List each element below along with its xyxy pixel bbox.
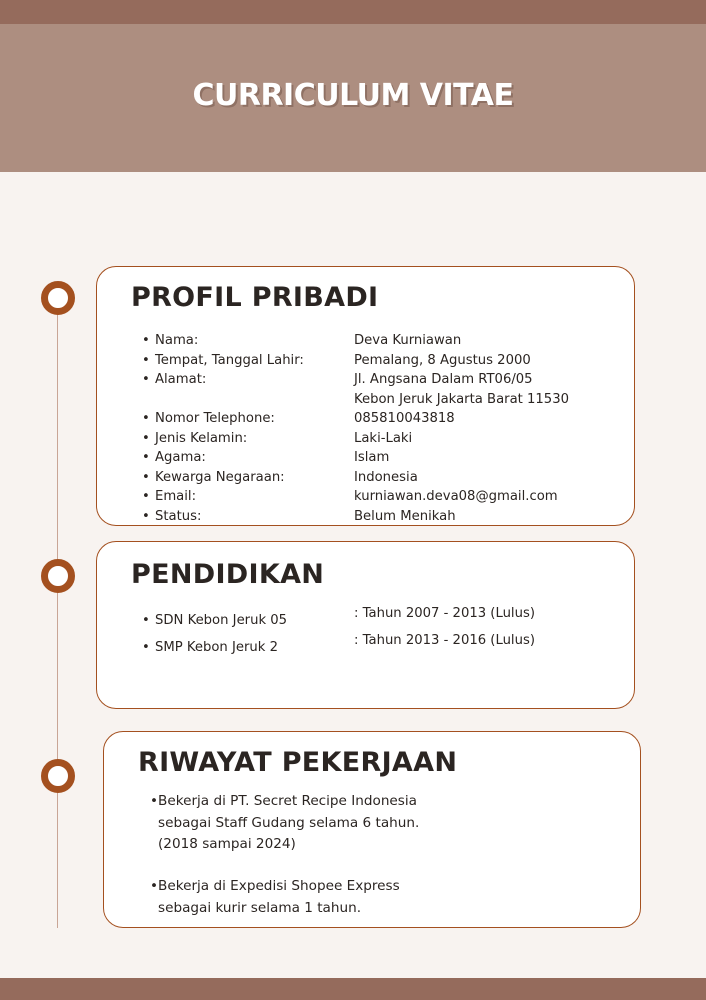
education-card <box>96 541 635 709</box>
field-label: • Agama: <box>142 448 354 468</box>
school-name: • SDN Kebon Jeruk 05 <box>142 613 287 628</box>
timeline-line <box>57 298 58 928</box>
work-line: • Bekerja di PT. Secret Recipe Indonesia <box>150 791 419 813</box>
school-years: : Tahun 2007 - 2013 (Lulus) <box>354 606 535 621</box>
field-row <box>142 448 569 468</box>
field-row <box>142 409 569 429</box>
field-value: kurniawan.deva08@gmail.com <box>354 489 558 504</box>
school-years: : Tahun 2013 - 2016 (Lulus) <box>354 633 535 648</box>
field-row <box>142 507 569 527</box>
bottom-strip <box>0 978 706 1000</box>
work-item <box>150 791 419 856</box>
field-value: Jl. Angsana Dalam RT06/05 <box>354 372 533 387</box>
field-value: Laki-Laki <box>354 430 413 446</box>
field-value: Kebon Jeruk Jakarta Barat 11530 <box>354 391 569 407</box>
field-label: • Status: <box>142 507 354 527</box>
work-line: sebagai Staff Gudang selama 6 tahun. <box>158 814 420 831</box>
field-row <box>142 351 569 371</box>
field-value: Islam <box>354 450 390 465</box>
field-value: Pemalang, 8 Agustus 2000 <box>354 352 531 368</box>
timeline-dot-education <box>41 559 75 593</box>
field-label: • Kewarga Negaraan: <box>142 468 354 488</box>
top-strip <box>0 0 706 24</box>
profile-card <box>96 266 635 526</box>
profile-title: PROFIL PRIBADI <box>131 282 379 313</box>
work-line: sebagai kurir selama 1 tahun. <box>158 899 362 916</box>
work-line: (2018 sampai 2024) <box>158 836 296 852</box>
timeline-dot-work <box>41 759 75 793</box>
field-value: 085810043818 <box>354 411 455 426</box>
field-value: Indonesia <box>354 469 418 485</box>
field-label: • Email: <box>142 487 354 507</box>
field-row <box>142 370 569 390</box>
field-row <box>142 487 569 507</box>
field-label: • Nama: <box>142 331 354 351</box>
field-value: Deva Kurniawan <box>354 333 462 348</box>
field-row <box>142 331 569 351</box>
work-title: RIWAYAT PEKERJAAN <box>138 747 458 778</box>
field-value: Belum Menikah <box>354 508 456 524</box>
education-title: PENDIDIKAN <box>131 559 325 590</box>
field-label: • Tempat, Tanggal Lahir: <box>142 351 354 371</box>
timeline-dot-profile <box>41 281 75 315</box>
field-row-continuation <box>142 390 569 410</box>
field-label: • Jenis Kelamin: <box>142 429 354 449</box>
page-title: CURRICULUM VITAE <box>192 78 514 113</box>
school-name: • SMP Kebon Jeruk 2 <box>142 640 278 655</box>
profile-fields <box>142 331 569 526</box>
field-label: • Alamat: <box>142 370 354 390</box>
field-label: • Nomor Telephone: <box>142 409 354 429</box>
work-item <box>150 876 400 919</box>
field-row <box>142 429 569 449</box>
work-card <box>103 731 641 928</box>
work-line: • Bekerja di Expedisi Shopee Express <box>150 876 400 898</box>
field-row <box>142 468 569 488</box>
